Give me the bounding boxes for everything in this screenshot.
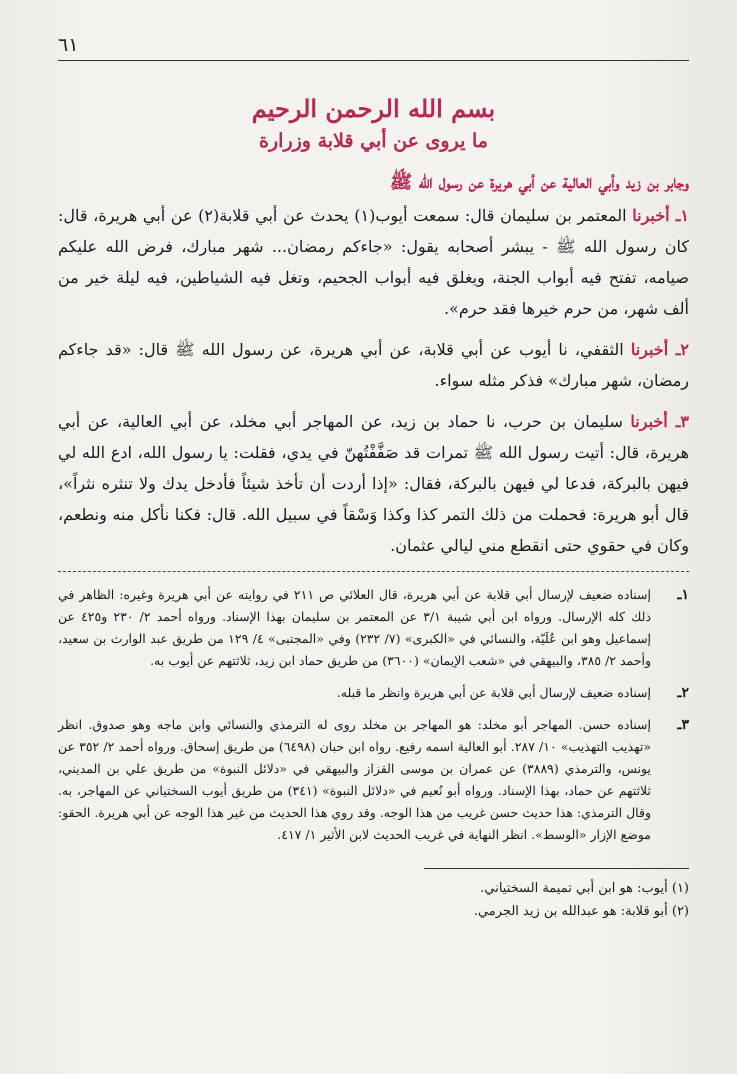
note-text: إسناده ضعيف لإرسال أبي قلابة عن أبي هريرة وانظر ما قبله. <box>336 685 651 700</box>
chapter-title: ما يروى عن أبي قلابة وزرارة <box>259 130 488 152</box>
note-text: إسناده حسن. المهاجر أبو مخلد: هو المهاجر بن مخلد روى له الترمذي والنسائي وابن ماجه وهو صدوق. انظر «تهذيب التهذيب» ١٠/ ٢٨٧. أبو العالية اسمه رفيع. رواه ابن حبان (٦٤٩٨) من طريق إسحاق. ورواه أحمد ٢/ ٣٥٢ عن يونس، والترمذي (٣٨٨٩) عن عمران بن موسى القزاز والبيهقي في «دلائل النبوة» من طريق علي بن المديني، ثلاثتهم عن حماد، بهذا الإسناد. ورواه أبو نُعيم في «دلائل النبوة» (٣٤١) من طريق أيوب السختياني عن المهاجر، به. وقال الترمذي: هذا حديث حسن غريب من هذا الوجه. وقد روي هذا الحديث من غير هذا الوجه عن أبي هريرة. الحقو: موضع الإزار «الوسط». انظر النهاية في غريب الحديث لابن الأثير ١/ ٤١٧. <box>58 717 651 842</box>
hadith-text: سليمان بن حرب، نا حماد بن زيد، عن المهاجر أبي مخلد، عن أبي العالية، عن أبي هريرة، قال: أتيت رسول الله ﷺ تمرات قد صَفَّفْتُهنّ في يدي، فقلت: يا رسول الله، ادع الله لي فيهن بالبركة، فدعا لي فيهن بالبركة، فقال: «إذا أردت أن تأخذ شيئاً فأدخل يدك ولا تنثره نثراً»، قال أبو هريرة: فحملت من ذلك التمر كذا وكذا وَسْقاً في سبيل الله. قال: فكنا نأكل منه ونطعم، وكان في حقوي حتى انقطع مني ليالي عثمان. <box>58 412 689 555</box>
hadith-text: الثقفي، نا أيوب عن أبي قلابة، عن أبي هريرة، عن رسول الله ﷺ قال: «قد جاءكم رمضان، شهر مبارك» فذكر مثله سواء. <box>58 340 689 390</box>
header-rule <box>58 60 689 61</box>
hadith-2 <box>58 334 689 396</box>
basmala: بسم الله الرحمن الرحيم <box>251 94 496 123</box>
hadith-number: ٣ـ أخبرنا <box>630 412 689 431</box>
hadith-number: ٢ـ أخبرنا <box>630 340 690 359</box>
takhrij-note-2 <box>58 682 689 704</box>
hadith-number: ١ـ أخبرنا <box>632 206 689 225</box>
footnote-rule <box>424 868 689 869</box>
footnote-1: (١) أيوب: هو ابن أبي تميمة السختياني. <box>480 881 689 896</box>
note-number: ١ـ <box>677 587 689 603</box>
notes-divider <box>58 571 689 572</box>
note-text: إسناده ضعيف لإرسال أبي قلابة عن أبي هريرة، قال العلائي ص ٢١١ في روايته عن أبي هريرة وغيره: الظاهر في ذلك كله الإرسال. ورواه ابن أبي شيبة ٣/١ عن المعتمر بن سليمان بهذا الإسناد. ورواه أحمد ٢/ ٢٣٠ و٤٢٥ عن إسماعيل وهو ابن عُلَيّة، والنسائي في «الكبرى» (٧/ ٢٣٢) وفي «المجتبى» ٤/ ١٢٩ من طريق عبد الوارث بن سعيد، وأحمد ٢/ ٣٨٥، والبيهقي في «شعب الإيمان» (٣٦٠٠) من طريق حماد ابن زيد، ثلاثتهم عن أيوب به. <box>58 587 652 668</box>
takhrij-note-1 <box>58 584 689 672</box>
note-number: ٢ـ <box>677 685 689 701</box>
page-number: ٦١ <box>58 34 79 56</box>
page-content <box>58 92 689 923</box>
takhrij-note-3 <box>58 714 689 846</box>
section-title: وجابر بن زيد وأبي العالية عن أبي هريرة عن رسول الله ﷺ <box>389 172 689 193</box>
hadith-3 <box>58 406 689 561</box>
note-number: ٣ـ <box>677 717 689 733</box>
hadith-1 <box>58 200 689 324</box>
footnote-2: (٢) أبو قلابة: هو عبدالله بن زيد الجرمي. <box>473 904 689 919</box>
hadith-text: المعتمر بن سليمان قال: سمعت أيوب(١) يحدث عن أبي قلابة(٢) عن أبي هريرة، قال: كان رسول الله ﷺ - يبشر أصحابه يقول: «جاءكم رمضان... شهر مبارك، فرض الله عليكم صيامه، تفتح فيه أبواب الجنة، ويغلق فيه أبواب الجحيم، وتغل فيه الشياطين، فيه ليلة خير من ألف شهر، من حرم خيرها فقد حرم». <box>58 206 689 318</box>
